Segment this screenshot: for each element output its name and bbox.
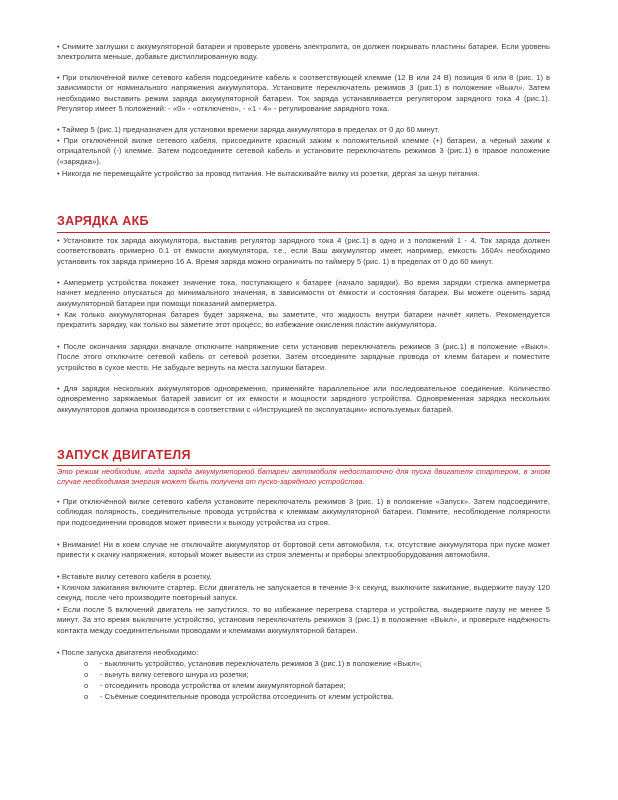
section-divider	[57, 465, 550, 466]
section-title-charging: ЗАРЯДКА АКБ	[57, 214, 149, 228]
charging-bullet: • После окончания зарядки вначале отключите напряжение сети установив переключатель режимов 3 (рис.1) в положение «Выкл». После этого отключите сетевой кабель от сетевой розетки. Затем отсоедините зарядные провода от клемм батареи и поместите устройство в сухое место. Не забудьте вернуть на места заглушки батареи.	[57, 342, 550, 372]
charging-bullet: • Установите ток заряда аккумулятора, выставив регулятор зарядного тока 4 (рис.1) в одно и з положений 1 - 4. Ток заряда должен соответствовать примерно 0.1 от ёмкости аккумулятора, т.е., если Ваш аккумулятор имеет, например, емкость 160Ач необходимо установить ток заряда примерно 16 А. Время заряда можно ограничить по таймеру 5 (рис. 1) в пределах от 0 до 60 минут.	[57, 236, 550, 266]
instruction-bullet: • Снимите заглушки с аккумуляторной батареи и проверьте уровень электролита, он должен покрывать пластины батареи. Если уровень электролита меньше, добавьте дистиллированную воду.	[57, 42, 550, 62]
charging-bullet: • Как только аккумуляторная батарея будет заряжена, вы заметите, что жидкость внутри батареи начнёт кипеть. Рекомендуется прекратить зарядку, как только вы заметите этот процесс, во избежание окисления пластин аккумулятора.	[57, 310, 550, 330]
instruction-bullet: • При отключённой вилке сетевого кабеля подсоедините кабель к соответствующей клемме (12 В или 24 В) позиция 6 или 8 (рис. 1) в зависимости от номинального напряжения аккумулятора. Установите переключатель режимов 3 (рис.1) в положение «Выкл». Затем необходимо выставить режим заряда аккумуляторной батареи. Ток заряда устанавливается регулятором зарядного тока 4 (рис.1). Регулятор имеет 5 положений: - «0» - «отключено», - «1 - 4» - регулирование зарядного тока.	[57, 73, 550, 114]
section-divider	[57, 232, 550, 233]
instruction-bullet: • Никогда не перемещайте устройство за провод питания. Не вытаскивайте вилку из розетки, дёргая за шнур питания.	[57, 169, 480, 178]
engine-bullet: • Ключом зажигания включите стартер. Если двигатель не запускается в течение 3-х секунд, выключите зажигание, выдержите паузу 120 секунд, после чего производите повторный запуск.	[57, 583, 550, 603]
instruction-bullet: • Таймер 5 (рис.1) предназначен для установки времени заряда аккумулятора в пределах от 0 до 60 минут.	[57, 125, 440, 134]
engine-bullet: • Вставьте вилку сетевого кабеля в розетку.	[57, 572, 212, 581]
engine-subitem: o - Съёмные соединительные провода устройства отсоединить от клемм устройства.	[84, 692, 394, 701]
engine-subitem: o - отсоединить провода устройства от клемм аккумуляторной батареи;	[84, 681, 346, 690]
section-title-engine-start: ЗАПУСК ДВИГАТЕЛЯ	[57, 448, 191, 462]
engine-intro: Это режим необходим, когда заряда аккумуляторной батареи автомобиля недостаточно для пуска двигателя стартером, в этом случае необходимая энергия может быть получена от пуско-зарядного устройства.	[57, 467, 550, 487]
charging-bullet: • Амперметр устройства покажет значение тока, поступающего к батарее (начало зарядки). Во время зарядки стрелка амперметра начнет медленно опускаться до минимального значения, в зависимости от ёмкости и состояния батареи. Вы можете оценить заряд аккумуляторной батареи при помощи показаний амперметра.	[57, 278, 550, 308]
engine-subitem: o - выключить устройство, установив переключатель режимов 3 (рис.1) в положение «Выкл»;	[84, 659, 422, 668]
engine-bullet: • Внимание! Ни в коем случае не отключайте аккумулятор от бортовой сети автомобиля, т.к. отсутствие аккумулятора при пуске может привести к скачку напряжения, который может вывести из строя элементы и приборы электрооборудования автомобиля.	[57, 540, 550, 560]
charging-bullet: • Для зарядки нескольких аккумуляторов одновременно, применяйте параллельное или последовательное соединение. Количество одновременно заряжаемых батарей зависит от их емкости и мощности зарядного устройства. Одновременная зарядка нескольких аккумуляторов должна производится в соответствии с «Инструкцией по эксплуатации» используемых батарей.	[57, 384, 550, 414]
engine-subitem: o - вынуть вилку сетевого шнура из розетки;	[84, 670, 249, 679]
engine-bullet: • После запуска двигателя необходимо:	[57, 648, 199, 657]
instruction-bullet: • При отключённой вилке сетевого кабеля, присоедините красный зажим к положительной клемме (+) батареи, а чёрный зажим к отрицательной (-) клемме. Затем подсоедините сетевой кабель и установите переключатель режимов 3 (рис.1) в правое положение («зарядка»).	[57, 136, 550, 166]
engine-bullet: • При отключённой вилке сетевого кабеля установите переключатель режимов 3 (рис. 1) в положение «Запуск». Затем подсоедините, соблюдая полярность, соединительные провода устройства к клеммам аккумуляторной батареи. Помните, несоблюдение полярности при подсоединении проводов может привести к выходу устройства из строя.	[57, 497, 550, 527]
engine-bullet: • Если после 5 включений двигатель не запустился, то во избежание перегрева стартера и устройства, выдержите паузу не менее 5 минут. За это время выключите устройство, установив переключатель режимов 3 (рис.1) в положение «Выкл», и проверьте надёжность контакта между соединительными проводами и клеммами аккумуляторной батареи.	[57, 605, 550, 635]
